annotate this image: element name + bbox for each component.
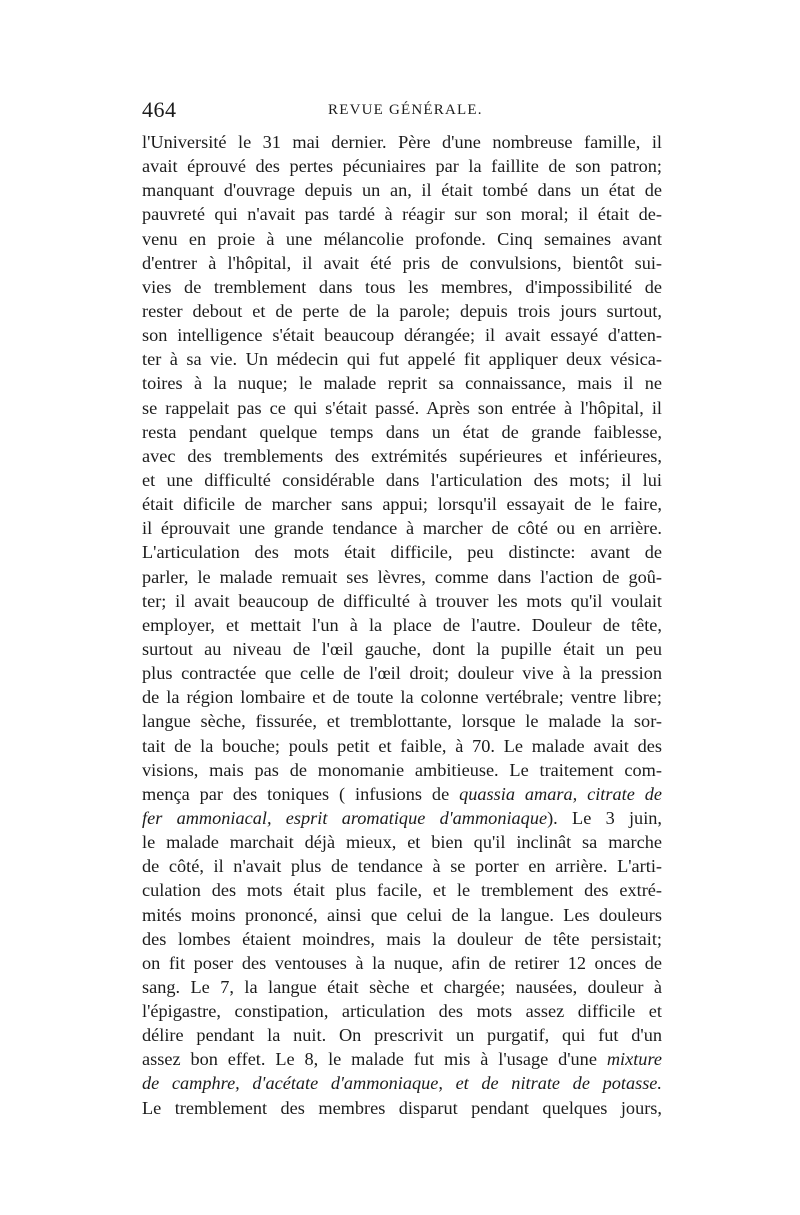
text-segment: de la région lombaire et de toute la colonne vertébrale; ventre libre; (142, 687, 662, 708)
text-line (142, 516, 662, 540)
text-line (142, 830, 662, 854)
text-line (142, 323, 662, 347)
text-segment: manquant d'ouvrage depuis un an, il était tombé dans un état de (142, 180, 662, 201)
text-line (142, 396, 662, 420)
italic-segment: fer ammoniacal, esprit aromatique d'ammoniaque (142, 807, 548, 828)
page-header (142, 97, 662, 125)
text-segment: et une difficulté considérable dans l'articulation des mots; il lui (142, 469, 662, 490)
text-segment: avait éprouvé des pertes pécuniaires par la faillite de son patron; (142, 156, 662, 177)
text-line (142, 178, 662, 202)
text-segment: assez bon effet. Le 8, le malade fut mis à l'usage d'une (142, 1049, 607, 1070)
text-segment: mença par des toniques ( infusions de (142, 783, 460, 804)
text-line (142, 661, 662, 685)
text-segment: resta pendant quelque temps dans un état de grande faiblesse, (142, 421, 662, 442)
text-line (142, 1096, 662, 1120)
text-segment: tait de la bouche; pouls petit et faible, à 70. Le malade avait des (142, 735, 662, 756)
text-line (142, 589, 662, 613)
text-line (142, 709, 662, 733)
text-line (142, 299, 662, 323)
text-line (142, 806, 662, 830)
text-line (142, 734, 662, 758)
text-line (142, 878, 662, 902)
text-line (142, 227, 662, 251)
text-segment: se rappelait pas ce qui s'était passé. Après son entrée à l'hôpital, il (142, 397, 662, 418)
text-segment: il éprouvait une grande tendance à marcher de côté ou en arrière. (142, 518, 662, 539)
text-segment: Le tremblement des membres disparut pendant quelques jours, (142, 1097, 662, 1118)
text-segment: on fit poser des ventouses à la nuque, afin de retirer 12 onces de (142, 952, 662, 973)
text-segment: l'Université le 31 mai dernier. Père d'une nombreuse famille, il (142, 132, 662, 152)
text-line (142, 1071, 662, 1095)
italic-segment: mixture (606, 1049, 662, 1070)
text-segment: employer, et mettait l'un à la place de l'autre. Douleur de tête, (142, 614, 662, 635)
text-segment: toires à la nuque; le malade reprit sa connaissance, mais il ne (142, 373, 662, 394)
text-line (142, 540, 662, 564)
text-line (142, 492, 662, 516)
text-segment: langue sèche, fissurée, et tremblottante, lorsque le malade la sor- (142, 711, 662, 732)
text-segment: ter; il avait beaucoup de difficulté à trouver les mots qu'il voulait (142, 590, 662, 611)
text-line (142, 854, 662, 878)
text-segment: plus contractée que celle de l'œil droit; douleur vive à la pression (142, 663, 662, 684)
text-segment: ter à sa vie. Un médecin qui fut appelé fit appliquer deux vésica- (142, 349, 662, 370)
text-line (142, 951, 662, 975)
text-line (142, 999, 662, 1023)
body-text (142, 130, 662, 1120)
text-segment: l'épigastre, constipation, articulation des mots assez difficile et (142, 1001, 662, 1022)
text-line (142, 371, 662, 395)
text-segment: d'entrer à l'hôpital, il avait été pris de convulsions, bientôt sui- (142, 252, 662, 273)
text-segment: vies de tremblement dans tous les membres, d'impossibilité de (142, 276, 662, 297)
italic-segment: de camphre, d'acétate d'ammoniaque, et de nitrate de potasse. (142, 1073, 662, 1094)
text-segment: rester debout et de perte de la parole; depuis trois jours surtout, (142, 300, 662, 321)
text-line (142, 758, 662, 782)
running-head: REVUE GÉNÉRALE. (328, 102, 483, 118)
text-line (142, 154, 662, 178)
text-line (142, 903, 662, 927)
text-line (142, 444, 662, 468)
text-line (142, 613, 662, 637)
text-segment: culation des mots était plus facile, et le tremblement des extré- (142, 880, 662, 901)
text-segment: venu en proie à une mélancolie profonde. Cinq semaines avant (142, 228, 662, 249)
text-line (142, 468, 662, 492)
text-segment: des lombes étaient moindres, mais la douleur de tête persistait; (142, 928, 662, 949)
text-line (142, 975, 662, 999)
text-line (142, 202, 662, 226)
text-segment: de côté, il n'avait plus de tendance à se porter en arrière. L'arti- (142, 856, 662, 877)
text-segment: surtout au niveau de l'œil gauche, dont la pupille était un peu (142, 638, 662, 659)
text-segment: ). Le 3 juin, (547, 807, 662, 828)
text-line (142, 251, 662, 275)
text-segment: mités moins prononcé, ainsi que celui de la langue. Les douleurs (142, 904, 662, 925)
text-segment: pauvreté qui n'avait pas tardé à réagir sur son moral; il était de- (142, 204, 662, 225)
text-line (142, 637, 662, 661)
text-line (142, 782, 662, 806)
text-line (142, 1047, 662, 1071)
text-line (142, 1023, 662, 1047)
text-line (142, 927, 662, 951)
text-line (142, 275, 662, 299)
text-line (142, 347, 662, 371)
text-segment: parler, le malade remuait ses lèvres, comme dans l'action de goû- (142, 566, 662, 587)
text-line (142, 130, 662, 154)
text-segment: son intelligence s'était beaucoup dérangée; il avait essayé d'atten- (142, 325, 662, 346)
text-line (142, 565, 662, 589)
text-line (142, 685, 662, 709)
text-segment: le malade marchait déjà mieux, et bien qu'il inclinât sa marche (142, 832, 662, 853)
text-segment: était dificile de marcher sans appui; lorsqu'il essayait de le faire, (142, 494, 662, 515)
text-segment: visions, mais pas de monomanie ambitieuse. Le traitement com- (142, 759, 662, 780)
text-segment: avec des tremblements des extrémités supérieures et inférieures, (142, 445, 662, 466)
text-segment: sang. Le 7, la langue était sèche et chargée; nausées, douleur à (142, 976, 662, 997)
text-segment: L'articulation des mots était difficile, peu distincte: avant de (142, 542, 662, 563)
text-line (142, 420, 662, 444)
text-segment: délire pendant la nuit. On prescrivit un purgatif, qui fut d'un (142, 1025, 662, 1046)
italic-segment: quassia amara, citrate de (459, 783, 662, 804)
page-number: 464 (142, 97, 177, 122)
